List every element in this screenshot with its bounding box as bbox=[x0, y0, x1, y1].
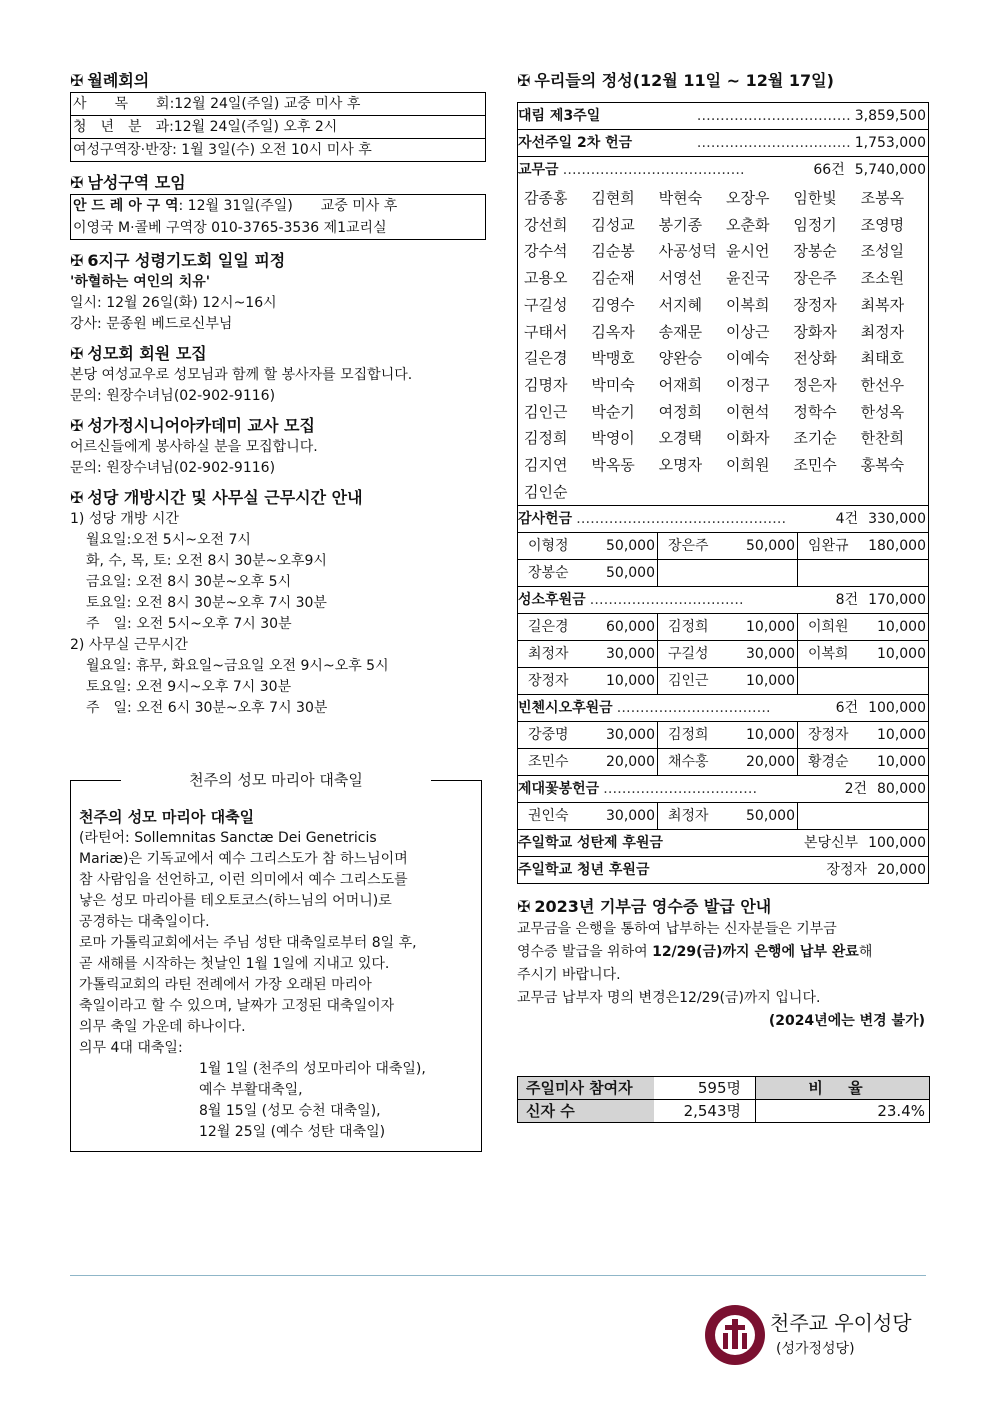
donor-name: 길은경 bbox=[528, 619, 569, 636]
donor-cell bbox=[658, 667, 798, 694]
parish-donor-name: 박맹호 bbox=[591, 349, 635, 368]
feast-date: 8월 15일 (성모 승천 대축일), bbox=[199, 1103, 381, 1119]
feast-text: 로마 가톨릭교회에서는 주님 성탄 대축일로부터 8일 후, bbox=[79, 935, 417, 951]
donor-amount bbox=[926, 803, 928, 829]
parish-donor-name: 이정구 bbox=[726, 375, 770, 394]
parish-donor-name: 한성옥 bbox=[860, 402, 905, 421]
donor-amount: 30,000 bbox=[606, 727, 655, 744]
donor-cell bbox=[798, 667, 928, 694]
feast-date: 예수 부활대축일, bbox=[199, 1082, 303, 1098]
academy-section bbox=[70, 415, 486, 479]
cross-icon: ✠ bbox=[517, 897, 531, 917]
cross-icon: ✠ bbox=[70, 488, 84, 507]
offering-row-thanks: 감사헌금 ……………………………………… 4건 330,000 bbox=[518, 505, 928, 532]
parish-donor-name: 한찬희 bbox=[860, 429, 905, 448]
feast-box-title: 천주의 성모 마리아 대축일 bbox=[121, 769, 431, 791]
receipt-line: 교무금을 은행을 통하여 납부하는 신자분들은 기부금 bbox=[517, 921, 837, 938]
district-name: 안 드 레 아 구 역 bbox=[73, 198, 179, 214]
donor-amount: 10,000 bbox=[746, 619, 795, 636]
donor-amount: 10,000 bbox=[877, 727, 926, 744]
men-district-section bbox=[70, 172, 486, 240]
meeting-table bbox=[70, 92, 486, 162]
cross-icon: ✠ bbox=[70, 251, 84, 270]
section-title: 6지구 성령기도회 일일 피정 bbox=[87, 251, 286, 270]
parish-name-grid bbox=[518, 183, 928, 505]
parish-name: 천주교 우이성당 bbox=[770, 1311, 912, 1335]
donor-amount: 10,000 bbox=[877, 646, 926, 663]
parish-subname: (성가정성당) bbox=[776, 1341, 855, 1357]
receipt-line: 영수증 발급을 위하여 12/29(금)까지 은행에 납부 완료해 bbox=[517, 944, 873, 961]
donor-name: 이희원 bbox=[808, 619, 849, 636]
footer-divider bbox=[70, 1275, 926, 1276]
donor-name: 황경순 bbox=[808, 754, 849, 771]
donor-cell bbox=[518, 532, 658, 559]
men-district-box bbox=[70, 194, 486, 240]
attendance-row: 주일미사 참여자 595명 비 율 bbox=[518, 1077, 929, 1099]
parish-donor-name: 구태서 bbox=[524, 322, 568, 341]
donor-amount: 50,000 bbox=[606, 565, 655, 582]
parish-donor-name: 김명자 bbox=[524, 375, 568, 394]
offering-row-parish: 교무금 ………………………………… 66건 5,740,000 bbox=[518, 156, 928, 183]
parish-donor-name: 윤시언 bbox=[726, 242, 770, 261]
feast-text: Mariæ)은 기독교에서 예수 그리스도가 참 하느님이며 bbox=[79, 851, 408, 867]
donor-name: 최정자 bbox=[528, 646, 569, 663]
parish-donor-name: 박옥동 bbox=[591, 456, 635, 475]
parish-donor-name: 임한빛 bbox=[793, 189, 837, 207]
parish-donor-name: 강수석 bbox=[524, 242, 568, 261]
donor-amount: 30,000 bbox=[606, 646, 655, 663]
hours-line: 금요일: 오전 8시 30분~오후 5시 bbox=[86, 574, 292, 590]
donor-amount: 10,000 bbox=[606, 673, 655, 690]
parish-donor-name: 최태호 bbox=[860, 349, 905, 368]
parish-donor-name: 사공성덕 bbox=[658, 242, 717, 261]
parish-donor-name: 강선희 bbox=[524, 215, 568, 234]
donor-cell bbox=[798, 748, 928, 775]
donor-cell bbox=[658, 721, 798, 748]
donor-cell bbox=[518, 559, 658, 586]
parish-donor-name: 서영선 bbox=[658, 269, 703, 288]
parish-donor-name: 감종홍 bbox=[524, 189, 568, 207]
parish-donor-name: 박영이 bbox=[591, 429, 635, 448]
parish-donor-name: 박순기 bbox=[591, 402, 635, 421]
feast-body bbox=[71, 781, 481, 1143]
offering-row-advent: 대림 제3주일 …………………………… 3,859,500 bbox=[518, 108, 926, 124]
parish-donor-name: 조봉옥 bbox=[860, 189, 905, 207]
donor-cell bbox=[518, 613, 658, 640]
parish-donor-name: 박미숙 bbox=[591, 375, 635, 394]
feast-text: 축일이라고 할 수 있으며, 날짜가 고정된 대축일이자 bbox=[79, 998, 395, 1014]
retreat-subtitle: '하혈하는 여인의 치유' bbox=[70, 274, 211, 290]
feast-date: 12월 25일 (예수 성탄 대축일) bbox=[199, 1124, 386, 1140]
parish-donor-name: 이희원 bbox=[726, 456, 770, 475]
donor-amount: 60,000 bbox=[606, 619, 655, 636]
donor-cell bbox=[518, 667, 658, 694]
donor-cell bbox=[798, 559, 928, 586]
parish-donor-name: 한선우 bbox=[860, 375, 905, 394]
donor-name: 장봉순 bbox=[528, 565, 569, 582]
attendance-table bbox=[517, 1076, 930, 1123]
monthly-meeting-section bbox=[70, 70, 486, 162]
donor-cell bbox=[798, 721, 928, 748]
parish-donor-name: 이상근 bbox=[726, 322, 770, 341]
mother-line: 본당 여성교우로 성모님과 함께 할 봉사자를 모집합니다. bbox=[70, 367, 413, 383]
donor-cell bbox=[798, 613, 928, 640]
section-title: 성가정시니어아카데미 교사 모집 bbox=[87, 416, 315, 435]
parish-donor-name: 정학수 bbox=[793, 402, 837, 421]
donor-name: 장은주 bbox=[668, 538, 709, 555]
section-title: 성당 개방시간 및 사무실 근무시간 안내 bbox=[87, 488, 363, 507]
donor-name: 채수홍 bbox=[668, 754, 709, 771]
parish-logo-icon bbox=[705, 1305, 765, 1365]
feast-text: 가톨릭교회의 라틴 전례에서 가장 오래된 마리아 bbox=[79, 977, 372, 993]
parish-donor-name: 조영명 bbox=[860, 215, 905, 234]
donor-cell bbox=[798, 532, 928, 559]
parish-donor-name: 봉기종 bbox=[658, 215, 703, 234]
parish-donor-name: 정은자 bbox=[793, 375, 837, 394]
parish-donor-name: 장은주 bbox=[793, 269, 837, 288]
donor-name: 최정자 bbox=[668, 808, 709, 825]
feast-text: 낳은 성모 마리아를 테오토코스(하느님의 어머니)로 bbox=[79, 893, 392, 909]
donor-cell bbox=[518, 640, 658, 667]
vincent-grid bbox=[518, 721, 928, 775]
parish-donor-name: 오경택 bbox=[658, 429, 703, 448]
feast-box bbox=[70, 771, 482, 1152]
section-title: 남성구역 모임 bbox=[87, 173, 186, 192]
feast-text: 의무 축일 가운데 하나이다. bbox=[79, 1019, 246, 1035]
mother-contact: 문의: 원장수녀님(02-902-9116) bbox=[70, 388, 276, 404]
thanks-grid bbox=[518, 532, 928, 586]
parish-donor-name: 이복희 bbox=[726, 295, 770, 314]
spirit-retreat-section bbox=[70, 250, 486, 335]
hours-section bbox=[70, 487, 486, 719]
parish-donor-name: 조성일 bbox=[860, 242, 905, 261]
section-title: 2023년 기부금 영수증 발급 안내 bbox=[534, 897, 772, 917]
offering-table bbox=[517, 102, 929, 884]
hours-line: 토요일: 오전 8시 30분~오후 7시 30분 bbox=[86, 595, 327, 611]
parish-donor-name: 김옥자 bbox=[591, 322, 635, 341]
parish-donor-name: 장봉순 bbox=[793, 242, 837, 261]
receipt-note: (2024년에는 변경 불가) bbox=[768, 1013, 925, 1030]
donor-cell bbox=[798, 802, 928, 829]
retreat-date: 일시: 12월 26일(화) 12시~16시 bbox=[70, 295, 277, 311]
donor-name: 강중명 bbox=[528, 727, 569, 744]
parish-donor-name: 장화자 bbox=[793, 322, 837, 341]
donor-name: 조민수 bbox=[528, 754, 569, 771]
right-column bbox=[517, 70, 929, 1033]
parish-donor-name: 양완승 bbox=[658, 349, 703, 368]
offering-row-sunday-school-youth: 주일학교 청년 후원금 장정자 20,000 bbox=[518, 856, 928, 883]
parish-donor-name: 송재문 bbox=[658, 322, 703, 341]
donor-name: 임완규 bbox=[808, 538, 849, 555]
parish-donor-name: 오춘화 bbox=[726, 215, 770, 234]
receipt-deadline: 12/29(금)까지 은행에 납부 완료 bbox=[652, 944, 859, 961]
offering-row-vincent: 빈첸시오후원금 …………………………… 6건 100,000 bbox=[518, 694, 928, 721]
parish-donor-name: 장정자 bbox=[793, 295, 837, 314]
parish-donor-name: 김순봉 bbox=[591, 242, 635, 261]
donor-cell bbox=[798, 640, 928, 667]
meeting-row: 여성구역장·반장: 1월 3일(수) 오전 10시 미사 후 bbox=[71, 138, 485, 161]
district-schedule: : 12월 31일(주일) 교중 미사 후 bbox=[178, 198, 398, 214]
attendance-row: 신자 수 2,543명 23.4% bbox=[518, 1099, 929, 1122]
donor-cell bbox=[518, 748, 658, 775]
donor-cell bbox=[658, 802, 798, 829]
parish-donor-name: 조민수 bbox=[793, 456, 837, 475]
receipt-line: 교무금 납부자 명의 변경은12/29(금)까지 입니다. bbox=[517, 990, 821, 1007]
feast-text: (라틴어: Sollemnitas Sanctæ Dei Genetricis bbox=[79, 830, 377, 846]
parish-donor-name: 박현숙 bbox=[658, 189, 703, 207]
donor-name: 권인숙 bbox=[528, 808, 569, 825]
academy-contact: 문의: 원장수녀님(02-902-9116) bbox=[70, 460, 276, 476]
parish-donor-name: 김인순 bbox=[524, 482, 568, 501]
feast-text: 참 사람임을 선언하고, 이런 의미에서 예수 그리스도를 bbox=[79, 872, 408, 888]
parish-donor-name: 어재희 bbox=[658, 375, 703, 394]
parish-donor-name: 김성교 bbox=[591, 215, 635, 234]
office-line: 토요일: 오전 9시~오후 7시 30분 bbox=[86, 679, 292, 695]
donor-amount bbox=[795, 560, 797, 586]
feast-text: 의무 4대 대축일: bbox=[79, 1040, 183, 1056]
hours-heading: 1) 성당 개방 시간 bbox=[70, 511, 179, 527]
parish-donor-name: 고용오 bbox=[524, 269, 568, 288]
donor-amount bbox=[926, 668, 928, 694]
offering-title: 우리들의 정성(12월 11일 ~ 12월 17일) bbox=[534, 71, 834, 90]
donor-name: 김정희 bbox=[668, 619, 709, 636]
cross-icon: ✠ bbox=[517, 71, 531, 90]
feast-text: 공경하는 대축일이다. bbox=[79, 914, 210, 930]
donor-cell bbox=[658, 532, 798, 559]
cross-icon: ✠ bbox=[70, 173, 84, 192]
parish-donor-name: 김영수 bbox=[591, 295, 635, 314]
donor-amount: 10,000 bbox=[746, 673, 795, 690]
donor-cell bbox=[658, 559, 798, 586]
cross-icon: ✠ bbox=[70, 71, 84, 90]
parish-donor-name: 오명자 bbox=[658, 456, 703, 475]
donor-amount: 30,000 bbox=[746, 646, 795, 663]
offering-row-altar: 제대꽃봉헌금 …………………………… 2건 80,000 bbox=[518, 775, 928, 802]
office-line: 월요일: 휴무, 화요일~금요일 오전 9시~오후 5시 bbox=[86, 658, 389, 674]
hours-line: 화, 수, 목, 토: 오전 8시 30분~오후9시 bbox=[86, 553, 327, 569]
parish-donor-name: 이현석 bbox=[726, 402, 770, 421]
donor-cell bbox=[658, 748, 798, 775]
donor-name: 이복희 bbox=[808, 646, 849, 663]
sanctuary-grid bbox=[518, 613, 928, 694]
donor-name: 김정희 bbox=[668, 727, 709, 744]
feast-text: 곧 새해를 시작하는 첫날인 1월 1일에 지내고 있다. bbox=[79, 956, 390, 972]
donor-amount: 50,000 bbox=[746, 808, 795, 825]
hours-line: 주 일: 오전 5시~오후 7시 30분 bbox=[86, 616, 292, 632]
donor-amount: 20,000 bbox=[606, 754, 655, 771]
parish-donor-name: 김정희 bbox=[524, 429, 568, 448]
parish-donor-name: 여정희 bbox=[658, 402, 703, 421]
donor-name: 김인근 bbox=[668, 673, 709, 690]
hours-line: 월요일:오전 5시~오전 7시 bbox=[86, 532, 251, 548]
academy-line: 어르신들에게 봉사하실 분을 모집합니다. bbox=[70, 439, 318, 455]
donor-amount: 50,000 bbox=[746, 538, 795, 555]
donor-amount: 10,000 bbox=[877, 619, 926, 636]
offering-row-sunday-school-christmas: 주일학교 성탄제 후원금 본당신부 100,000 bbox=[518, 829, 928, 856]
cross-icon: ✠ bbox=[70, 344, 84, 363]
parish-donor-name: 김지연 bbox=[524, 456, 568, 475]
donor-amount: 10,000 bbox=[746, 727, 795, 744]
donor-amount: 50,000 bbox=[606, 538, 655, 555]
donor-amount: 30,000 bbox=[606, 808, 655, 825]
altar-grid bbox=[518, 802, 928, 829]
parish-donor-name: 최정자 bbox=[860, 322, 905, 341]
donor-cell bbox=[518, 721, 658, 748]
offering-row-charity: 자선주일 2차 헌금 …………………………… 1,753,000 bbox=[518, 129, 928, 156]
feast-heading: 천주의 성모 마리아 대축일 bbox=[79, 808, 255, 826]
meeting-row: 사 목 회:12월 24일(주일) 교중 미사 후 bbox=[73, 96, 361, 112]
donor-name: 장정자 bbox=[808, 727, 849, 744]
hours-heading: 2) 사무실 근무시간 bbox=[70, 637, 188, 653]
parish-donor-name: 최복자 bbox=[860, 295, 905, 314]
parish-donor-name: 조기순 bbox=[793, 429, 837, 448]
parish-donor-name: 이화자 bbox=[726, 429, 770, 448]
section-title: 성모회 회원 모집 bbox=[87, 344, 207, 363]
retreat-speaker: 강사: 문종원 베드로신부님 bbox=[70, 316, 233, 332]
offering-row-sanctuary: 성소후원금 …………………………… 8건 170,000 bbox=[518, 586, 928, 613]
receipt-line: 주시기 바랍니다. bbox=[517, 967, 621, 984]
office-line: 주 일: 오전 6시 30분~오후 7시 30분 bbox=[86, 700, 328, 716]
donor-cell bbox=[658, 613, 798, 640]
parish-donor-name: 조소원 bbox=[860, 269, 905, 288]
parish-donor-name: 김인근 bbox=[524, 402, 568, 421]
parish-donor-name: 김현희 bbox=[591, 189, 635, 207]
receipt-section bbox=[517, 896, 929, 1033]
donor-amount: 180,000 bbox=[868, 538, 926, 555]
donor-cell bbox=[518, 802, 658, 829]
parish-donor-name: 오장우 bbox=[726, 189, 770, 207]
donor-name: 장정자 bbox=[528, 673, 569, 690]
donor-name: 이형정 bbox=[528, 538, 569, 555]
donor-name: 구길성 bbox=[668, 646, 709, 663]
cross-icon: ✠ bbox=[70, 416, 84, 435]
parish-donor-name: 김순재 bbox=[591, 269, 635, 288]
mother-society-section bbox=[70, 343, 486, 407]
section-title: 월례회의 bbox=[87, 71, 150, 90]
district-leader: 이영국 M·콜베 구역장 010-3765-3536 제1교리실 bbox=[73, 220, 387, 236]
donor-cell bbox=[658, 640, 798, 667]
left-column bbox=[70, 70, 486, 727]
donor-amount: 20,000 bbox=[746, 754, 795, 771]
parish-donor-name: 길은경 bbox=[524, 349, 568, 368]
parish-donor-name: 서지혜 bbox=[658, 295, 703, 314]
parish-donor-name: 임정기 bbox=[793, 215, 837, 234]
feast-date: 1월 1일 (천주의 성모마리아 대축일), bbox=[199, 1061, 426, 1077]
meeting-row: 청 년 분 과:12월 24일(주일) 오후 2시 bbox=[71, 115, 485, 138]
parish-donor-name: 윤진국 bbox=[726, 269, 770, 288]
parish-donor-name: 이예숙 bbox=[726, 349, 770, 368]
donor-amount: 10,000 bbox=[877, 754, 926, 771]
parish-donor-name: 홍복숙 bbox=[860, 456, 905, 475]
parish-donor-name: 전상화 bbox=[793, 349, 837, 368]
parish-donor-name: 구길성 bbox=[524, 295, 568, 314]
donor-amount bbox=[926, 560, 928, 586]
